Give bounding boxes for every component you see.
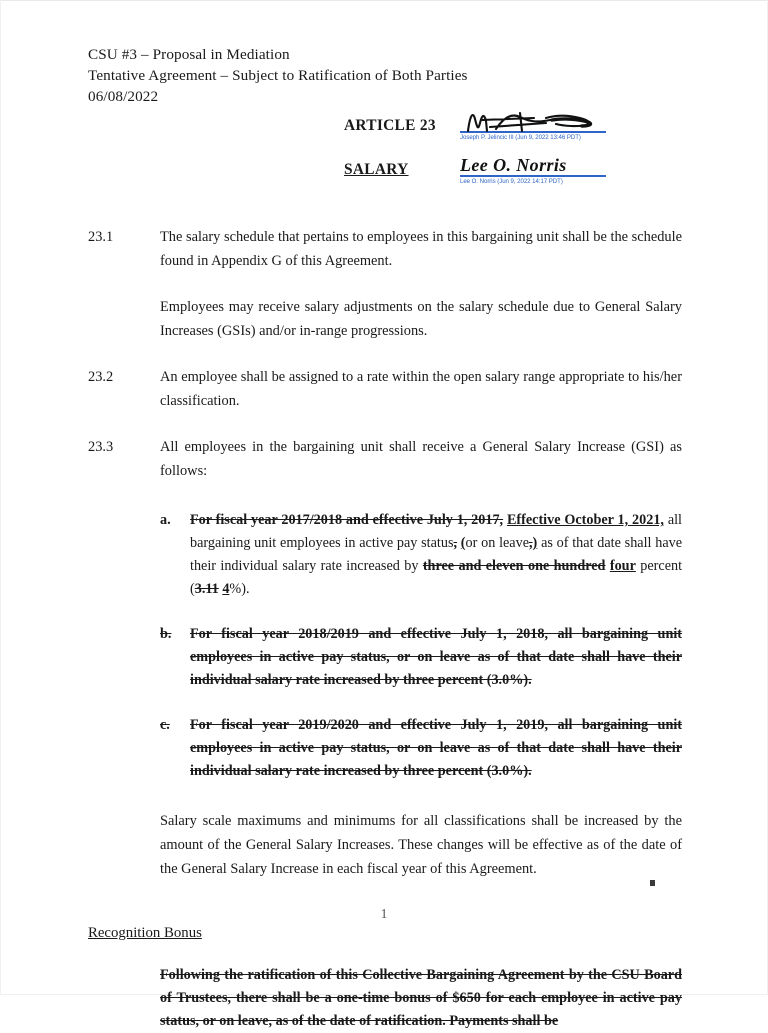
recognition-bonus-heading: Recognition Bonus: [88, 925, 202, 941]
subitem-a-deleted-lead: For fiscal year 2017/2018 and effective July 1, 2017,: [190, 512, 504, 528]
signature-block-jelincic: [460, 109, 610, 141]
subitem-c-body: For fiscal year 2019/2020 and effective July 1, 2019, all bargaining unit employees in active pay status, or on leave as of that date shall have their individual salary rate increased by three percent (3.0%).: [190, 717, 682, 779]
header-line-proposal: CSU #3 – Proposal in Mediation: [88, 46, 290, 63]
subitem-a-deleted-comma-1: ,: [453, 535, 458, 551]
clause-23-2-paragraph-1: An employee shall be assigned to a rate within the open salary range appropriate to his/her classification.: [160, 369, 682, 409]
signature-block-norris: [460, 153, 610, 185]
clause-number-23-3: 23.3: [88, 439, 114, 455]
clause-number-23-2: 23.2: [88, 369, 114, 385]
article-title-row: [88, 117, 682, 151]
clause-23-1-paragraph-1: The salary schedule that pertains to employees in this bargaining unit shall be the schedule found in Appendix G of this Agreement.: [160, 229, 682, 269]
clause-body-23-3: [160, 435, 682, 483]
signature-mark-norris: Lee O. Norris: [460, 155, 567, 175]
subitem-a-inserted-paren-close: ): [532, 535, 538, 551]
scan-artifact-mark: [650, 880, 655, 886]
signature-mark-jelincic: [460, 109, 610, 134]
document-content: [88, 44, 682, 1033]
clause-23-2: [88, 365, 682, 413]
salary-scale-paragraph: Salary scale maximums and minimums for all classifications shall be increased by the amount of the General Salary Increases. These changes will be effective as of the date of the General Salary Increase in each fiscal year of this Agreement.: [160, 813, 682, 877]
clause-body-23-2: [160, 365, 682, 413]
signature-caption-norris: Lee O. Norris (Jun 9, 2022 14:17 PDT): [460, 177, 563, 185]
subitem-a-mid-1: all bargaining unit employees in active pay status: [190, 512, 682, 551]
article-title: ARTICLE 23: [344, 117, 436, 134]
header-line-date: 06/08/2022: [88, 88, 159, 105]
clause-number-23-1: 23.1: [88, 229, 114, 245]
section-title: SALARY: [344, 161, 409, 178]
subitem-c: [160, 714, 682, 783]
subitem-a-letter: a.: [160, 512, 171, 528]
subitem-b-letter: b.: [160, 626, 172, 642]
page-edge-top: [0, 0, 768, 1]
document-header: [88, 44, 682, 107]
subitem-a-inserted-paren-open: (: [460, 535, 466, 551]
clause-23-1-paragraph-2: Employees may receive salary adjustments on the salary schedule due to General Salary Increases (GSIs) and/or in-range progressions.: [160, 299, 682, 339]
subitem-b: [160, 623, 682, 692]
page-number: 1: [380, 906, 388, 921]
subitem-a-inserted-date: Effective October 1, 2021,: [506, 512, 664, 528]
subitem-a-tail: %).: [229, 581, 250, 597]
signature-caption-jelincic: Joseph P. Jelincic III (Jun 9, 2022 13:46 PDT): [460, 133, 581, 141]
signature-stroke-icon: [460, 109, 606, 134]
subitem-a-mid-2: or on leave: [465, 535, 529, 551]
header-line-tentative-agreement: Tentative Agreement – Subject to Ratification of Both Parties: [88, 67, 468, 84]
subitem-b-body: For fiscal year 2018/2019 and effective July 1, 2018, all bargaining unit employees in active pay status, or on leave as of that date shall have their individual salary rate increased by three percent (3.0%).: [190, 626, 682, 688]
subitem-a-body: [190, 509, 682, 601]
subitem-a-deleted-comma-2: ,: [529, 535, 533, 551]
subitem-a: [160, 509, 682, 601]
clause-23-3-paragraph-1: All employees in the bargaining unit shall receive a General Salary Increase (GSI) as follows:: [160, 439, 682, 479]
page-edge-left: [0, 0, 1, 995]
recognition-bonus-struck-text: Following the ratification of this Collective Bargaining Agreement by the CSU Board of Trustees, there shall be a one-time bonus of $650 for each employee in active pay status, or on leave, as of the date of ratification. Payments shall be: [160, 967, 682, 1029]
subitem-a-deleted-rate-words: three and eleven one hundred: [422, 558, 606, 574]
subitem-a-inserted-rate-word: four: [609, 558, 636, 574]
subitem-a-deleted-rate-number: 3.11: [194, 581, 219, 597]
subitem-c-letter: c.: [160, 717, 170, 733]
section-title-row: [88, 155, 682, 195]
clause-23-3: [88, 435, 682, 483]
subitem-a-mid-4: percent (: [190, 558, 683, 597]
clause-body-23-1: [160, 225, 682, 343]
subitem-a-inserted-rate-number: 4: [222, 581, 230, 597]
subitem-a-mid-3: as of that date shall have their individual salary rate increased by: [190, 535, 683, 574]
clause-23-1: [88, 225, 682, 343]
recognition-bonus-section: [88, 881, 682, 1033]
